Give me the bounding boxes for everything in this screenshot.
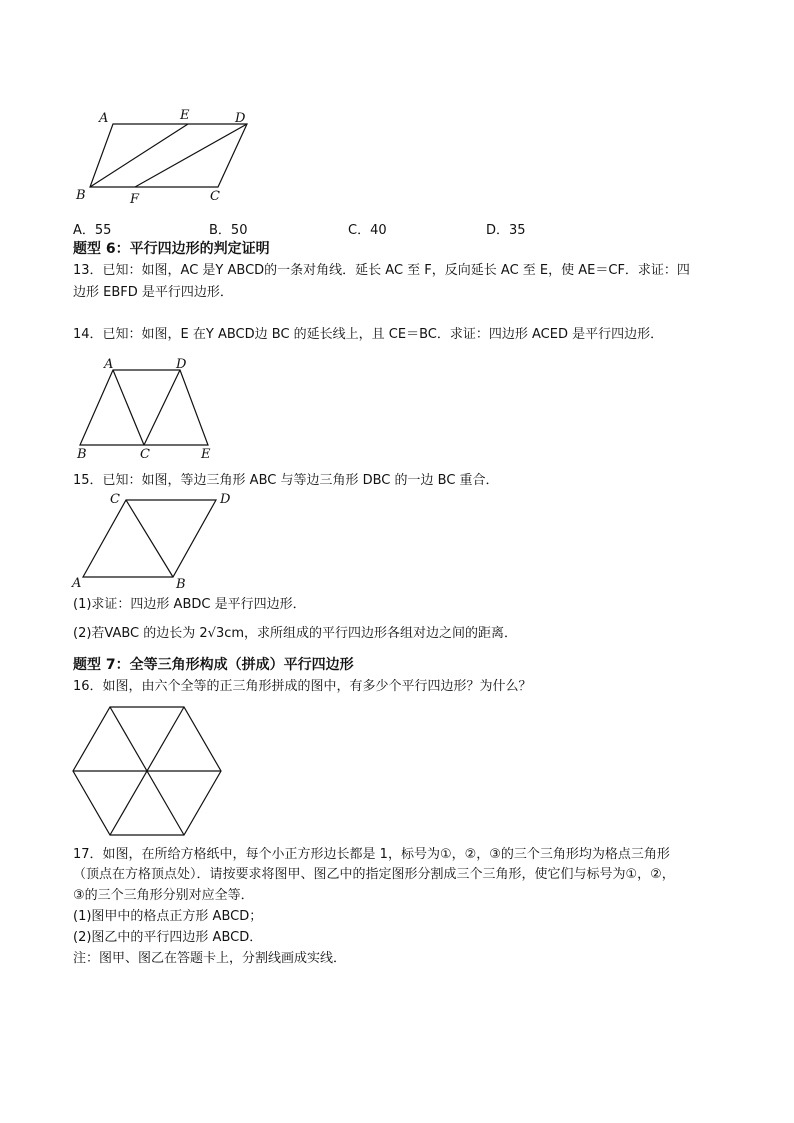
segment-be [90,124,188,187]
segment-ac [113,370,144,445]
label-e: E [201,447,211,462]
choice-a: A．55 [73,223,112,238]
choice-c: C．40 [348,223,387,238]
section-6-title: 题型 6：平行四边形的判定证明 [73,241,270,257]
q17-line1: 17．如图，在所给方格纸中，每个小正方形边长都是 1，标号为①，②，③的三个三角形均为格点三角形 [73,847,670,862]
choice-b: B．50 [209,223,248,238]
segment-bc [126,500,173,577]
q14-line1: 14．已知：如图，E 在Y ABCD边 BC 的延长线上，且 CE＝BC．求证：四边形 ACED 是平行四边形． [73,327,664,342]
parallelogram-abcd [90,124,247,187]
label-e: E [180,108,190,123]
label-d: D [176,357,187,372]
label-b: B [77,447,87,462]
q15-part1: (1)求证：四边形 ABDC 是平行四边形． [73,597,306,612]
quadrilateral-acedb [80,370,208,445]
q16-line1: 16．如图，由六个全等的正三角形拼成的图中，有多少个平行四边形？为什么？ [73,679,532,694]
label-a: A [99,111,109,126]
choice-d: D．35 [486,223,526,238]
label-d: D [235,111,246,126]
label-a: A [72,576,82,591]
label-c: C [110,492,120,507]
section-7-title: 题型 7：全等三角形构成（拼成）平行四边形 [73,657,354,673]
label-b: B [76,188,86,203]
q17-line2: （顶点在方格顶点处）．请按要求将图甲、图乙中的指定图形分割成三个三角形，使它们与标号为①，②， [73,867,675,882]
label-c: C [210,189,220,204]
label-c: C [140,447,150,462]
segment-fd [135,124,247,187]
q15-line1: 15．已知：如图，等边三角形 ABC 与等边三角形 DBC 的一边 BC 重合． [73,473,499,488]
q17-note: 注：图甲、图乙在答题卡上，分割线画成实线． [73,951,347,966]
q17-part2: (2)图乙中的平行四边形 ABCD． [73,930,263,945]
segment-cd [144,370,180,445]
label-a: A [104,357,114,372]
q13-line1: 13．已知：如图，AC 是Y ABCD的一条对角线．延长 AC 至 F，反向延长 AC 至 E，使 AE＝CF．求证：四 [73,263,690,278]
label-b: B [176,577,186,592]
label-d: D [220,492,231,507]
q15-part2: (2)若VABC 的边长为 2√3cm，求所组成的平行四边形各组对边之间的距离． [73,626,518,641]
label-f: F [130,192,140,207]
q17-part1: (1)图甲中的格点正方形 ABCD； [73,909,263,924]
q13-line2: 边形 EBFD 是平行四边形． [73,285,233,300]
q17-line3: ③的三个三角形分别对应全等． [73,888,254,903]
